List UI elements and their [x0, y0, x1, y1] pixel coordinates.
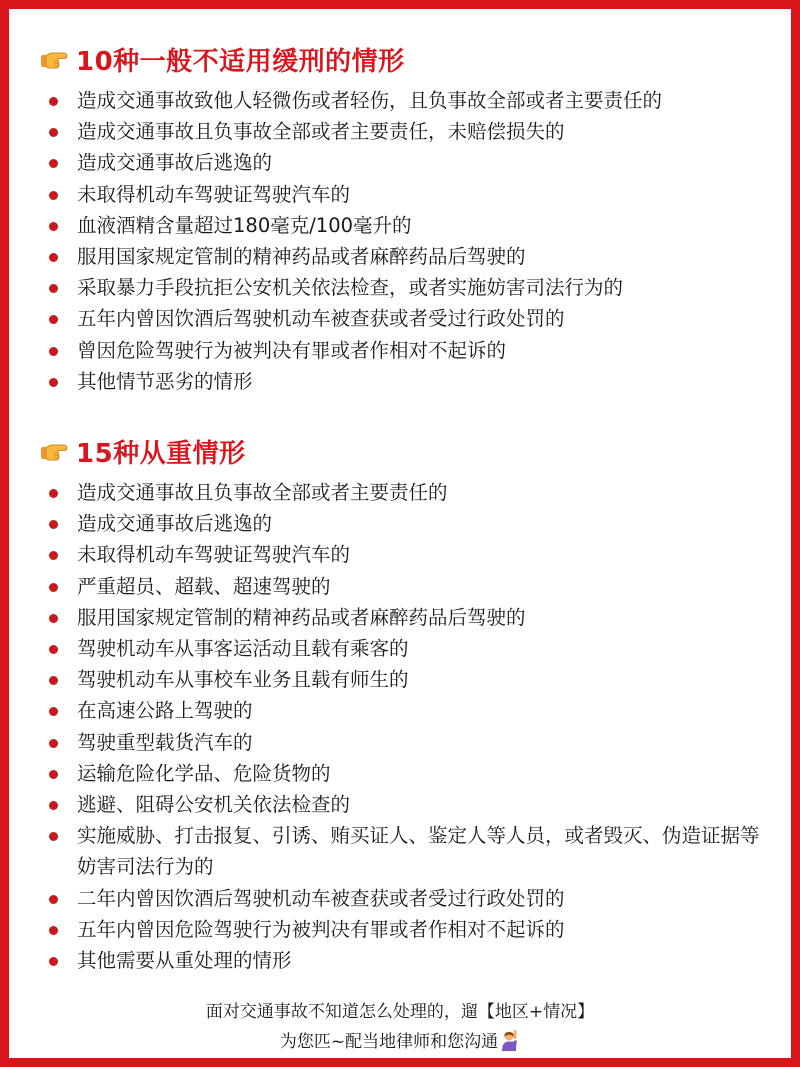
list-item-text: 其他情节恶劣的情形	[77, 369, 253, 393]
section-title: 10种一般不适用缓刑的情形	[76, 46, 405, 77]
bullet-dot-icon	[49, 253, 58, 262]
list-item	[40, 602, 771, 633]
list-item-text: 五年内曾因危险驾驶行为被判决有罪或者作相对不起诉的	[77, 917, 565, 941]
bullet-dot-icon	[49, 347, 58, 356]
bullet-dot-icon	[49, 222, 58, 231]
bullet-dot-icon	[49, 739, 58, 748]
list-item-text: 服用国家规定管制的精神药品或者麻醉药品后驾驶的	[77, 245, 526, 269]
list-item	[40, 508, 771, 539]
list-item	[40, 210, 771, 241]
list-item	[40, 789, 771, 820]
bullet-dot-icon	[49, 378, 58, 387]
list-item	[40, 147, 771, 178]
list-item	[40, 303, 771, 334]
list-item	[40, 883, 771, 914]
section-no-probation	[40, 37, 771, 397]
bullet-dot-icon	[49, 645, 58, 654]
footer-line-2-wrap	[9, 1027, 791, 1057]
item-list	[40, 477, 771, 976]
pointing-hand-icon	[40, 437, 68, 465]
list-item-text: 造成交通事故后逃逸的	[77, 512, 273, 536]
item-list	[40, 85, 771, 397]
bullet-dot-icon	[49, 707, 58, 716]
list-item-text: 逃避、阻碍公安机关依法检查的	[77, 793, 351, 817]
bullet-dot-icon	[49, 520, 58, 529]
bullet-dot-icon	[49, 614, 58, 623]
list-item-text: 造成交通事故且负事故全部或者主要责任，未赔偿损失的	[77, 120, 565, 144]
list-item	[40, 477, 771, 508]
list-item-text: 在高速公路上驾驶的	[77, 699, 253, 723]
bullet-dot-icon	[49, 128, 58, 137]
list-item	[40, 571, 771, 602]
bullet-dot-icon	[49, 191, 58, 200]
bullet-dot-icon	[49, 97, 58, 106]
list-item	[40, 914, 771, 945]
bullet-dot-icon	[49, 284, 58, 293]
section-aggravating	[40, 429, 771, 976]
list-item-text: 实施威胁、打击报复、引诱、贿买证人、鉴定人等人员，或者毁灭、伪造证据等妨害司法行为的	[77, 824, 760, 879]
list-item	[40, 758, 771, 789]
list-item	[40, 179, 771, 210]
list-item	[40, 945, 771, 976]
list-item-text: 二年内曾因饮酒后驾驶机动车被查获或者受过行政处罚的	[77, 886, 565, 910]
list-item	[40, 820, 771, 882]
list-item-text: 严重超员、超载、超速驾驶的	[77, 574, 331, 598]
list-item-text: 造成交通事故且负事故全部或者主要责任的	[77, 481, 448, 504]
list-item-text: 五年内曾因饮酒后驾驶机动车被查获或者受过行政处罚的	[77, 307, 565, 331]
footer-line-1: 面对交通事故不知道怎么处理的，遛【地区+情况】	[205, 1002, 595, 1022]
bullet-dot-icon	[49, 770, 58, 779]
bullet-dot-icon	[49, 315, 58, 324]
list-item-text: 运输危险化学品、危险货物的	[77, 761, 331, 785]
pointing-hand-icon	[40, 45, 68, 73]
list-item-text: 驾驶机动车从事客运活动且载有乘客的	[77, 637, 409, 661]
list-item	[40, 539, 771, 570]
bullet-dot-icon	[49, 926, 58, 935]
footer-note	[9, 997, 791, 1057]
bullet-dot-icon	[49, 895, 58, 904]
section-heading	[40, 37, 771, 81]
list-item	[40, 633, 771, 664]
bullet-dot-icon	[49, 832, 58, 841]
bullet-dot-icon	[49, 801, 58, 810]
list-item	[40, 85, 771, 116]
list-item	[40, 335, 771, 366]
list-item	[40, 664, 771, 695]
list-item-text: 造成交通事故后逃逸的	[77, 151, 273, 175]
list-item	[40, 272, 771, 303]
list-item-text: 造成交通事故致他人轻微伤或者轻伤，且负事故全部或者主要责任的	[77, 89, 663, 112]
bullet-dot-icon	[49, 159, 58, 168]
person-raising-hand-icon	[500, 1029, 520, 1051]
list-item-text: 采取暴力手段抗拒公安机关依法检查，或者实施妨害司法行为的	[77, 276, 624, 300]
section-heading	[40, 429, 771, 473]
list-item	[40, 116, 771, 147]
bullet-dot-icon	[49, 489, 58, 498]
bullet-dot-icon	[49, 583, 58, 592]
list-item-text: 未取得机动车驾驶证驾驶汽车的	[77, 182, 351, 206]
list-item-text: 其他需要从重处理的情形	[77, 949, 292, 973]
footer-line-2: 为您匹~配当地律师和您沟通	[279, 1032, 499, 1052]
list-item-text: 血液酒精含量超过180毫克/100毫升的	[77, 213, 412, 237]
list-item	[40, 241, 771, 272]
list-item	[40, 695, 771, 726]
list-item-text: 驾驶机动车从事校车业务且载有师生的	[77, 668, 409, 692]
bullet-dot-icon	[49, 551, 58, 560]
list-item-text: 未取得机动车驾驶证驾驶汽车的	[77, 543, 351, 567]
bullet-dot-icon	[49, 676, 58, 685]
list-item-text: 曾因危险驾驶行为被判决有罪或者作相对不起诉的	[77, 338, 507, 362]
list-item	[40, 366, 771, 397]
list-item-text: 驾驶重型载货汽车的	[77, 730, 253, 754]
bullet-dot-icon	[49, 957, 58, 966]
list-item	[40, 727, 771, 758]
list-item-text: 服用国家规定管制的精神药品或者麻醉药品后驾驶的	[77, 605, 526, 629]
section-title: 15种从重情形	[76, 438, 246, 469]
